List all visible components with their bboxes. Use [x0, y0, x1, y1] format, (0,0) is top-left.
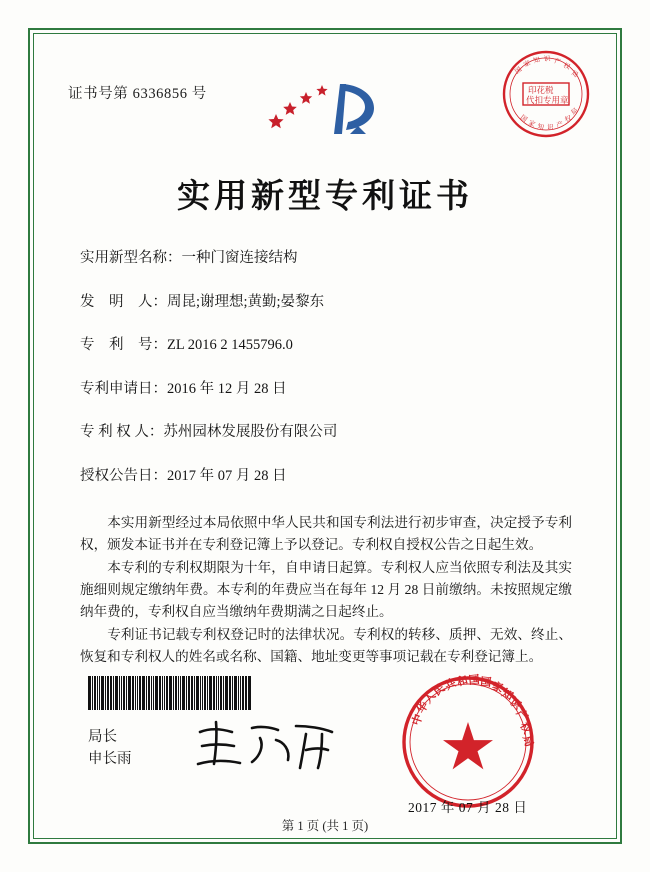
- signature-name-label: 申长雨: [88, 751, 132, 768]
- official-seal-icon: [398, 672, 538, 812]
- field-row-application-date: [80, 379, 580, 400]
- svg-text:国: 国: [518, 114, 529, 124]
- svg-text:权: 权: [517, 720, 534, 737]
- svg-text:产: 产: [553, 58, 562, 66]
- svg-text:印花税: 印花税: [528, 85, 554, 95]
- svg-text:局: 局: [569, 69, 580, 80]
- field-row-patentee: [80, 422, 580, 443]
- field-label: 实用新型名称：: [80, 250, 182, 266]
- handwritten-signature: [190, 716, 340, 774]
- svg-text:家: 家: [522, 59, 532, 69]
- svg-text:知: 知: [536, 123, 545, 132]
- svg-text:识: 识: [546, 124, 554, 132]
- svg-text:局: 局: [570, 107, 580, 117]
- svg-text:国: 国: [513, 66, 524, 76]
- signature-title-label: 局长: [88, 729, 117, 745]
- certificate-number: 证书号第 6336856 号: [68, 86, 207, 102]
- page-footer: 第 1 页 (共 1 页): [281, 819, 369, 833]
- svg-text:识: 识: [507, 696, 524, 713]
- svg-text:家: 家: [527, 119, 537, 129]
- field-row-utility-model-name: [80, 248, 580, 269]
- field-value: 2016 年 12 月 28 日: [167, 380, 287, 397]
- barcode: [88, 676, 256, 710]
- svg-text:和: 和: [455, 674, 470, 689]
- body-paragraph-3: 专利证书记载专利权登记时的法律状况。专利权的转移、质押、无效、终止、恢复和专利权人的姓名或名称、国籍、地址变更等事项记载在专利登记簿上。: [80, 627, 572, 665]
- field-label: 发 明 人：: [80, 293, 167, 310]
- field-label: 专 利 号：: [80, 337, 167, 354]
- svg-text:权: 权: [562, 62, 571, 72]
- svg-text:知: 知: [499, 687, 515, 703]
- signature-block: [88, 726, 132, 771]
- tax-stamp-seal-icon: [500, 48, 592, 140]
- svg-text:中: 中: [410, 712, 426, 727]
- svg-text:知: 知: [532, 56, 541, 65]
- svg-text:民: 民: [431, 682, 448, 699]
- field-label: 专 利 权 人：: [80, 424, 164, 441]
- svg-text:权: 权: [563, 114, 573, 124]
- field-value: ZL 2016 2 1455796.0: [167, 337, 293, 354]
- field-row-inventors: [80, 292, 580, 313]
- field-value: 一种门窗连接结构: [181, 250, 298, 266]
- page-title: 实用新型专利证书: [177, 179, 473, 215]
- field-label: 授权公告日：: [80, 467, 167, 484]
- svg-text:代扣专用章: 代扣专用章: [526, 95, 569, 105]
- body-text: [80, 512, 572, 669]
- seal-date: 2017 年 07 月 28 日: [408, 800, 528, 815]
- field-value: 苏州园林发展股份有限公司: [163, 424, 338, 441]
- field-value: 2017 年 07 月 28 日: [167, 467, 287, 484]
- svg-text:人: 人: [422, 689, 439, 706]
- sipo-logo-icon: [262, 68, 397, 148]
- svg-text:局: 局: [520, 734, 535, 749]
- svg-text:国: 国: [468, 673, 481, 687]
- svg-text:识: 识: [543, 55, 551, 63]
- svg-text:家: 家: [490, 680, 505, 696]
- svg-text:华: 华: [415, 700, 431, 716]
- body-paragraph-2: 本专利的专利权期限为十年，自申请日起算。专利权人应当依照专利法及其实施细则规定缴纳年费。本专利的年费应当在每年 12 月 28 日前缴纳。未按照规定缴纳年费的，专利权自应当缴纳年费期满之日起终止。: [80, 560, 572, 620]
- svg-text:国: 国: [479, 676, 492, 690]
- field-list: [80, 248, 580, 509]
- field-label: 专利申请日：: [80, 380, 167, 397]
- field-row-grant-date: [80, 466, 580, 487]
- body-paragraph-1: 本实用新型经过本局依照中华人民共和国专利法进行初步审查，决定授予专利权，颁发本证书并在专利登记簿上予以登记。专利权自授权公告之日起生效。: [80, 515, 572, 553]
- svg-text:产: 产: [555, 120, 564, 129]
- field-row-patent-number: [80, 335, 580, 356]
- svg-text:产: 产: [513, 707, 530, 724]
- field-value: 周昆;谢理想;黄勤;晏黎东: [167, 293, 325, 310]
- svg-text:共: 共: [442, 676, 459, 693]
